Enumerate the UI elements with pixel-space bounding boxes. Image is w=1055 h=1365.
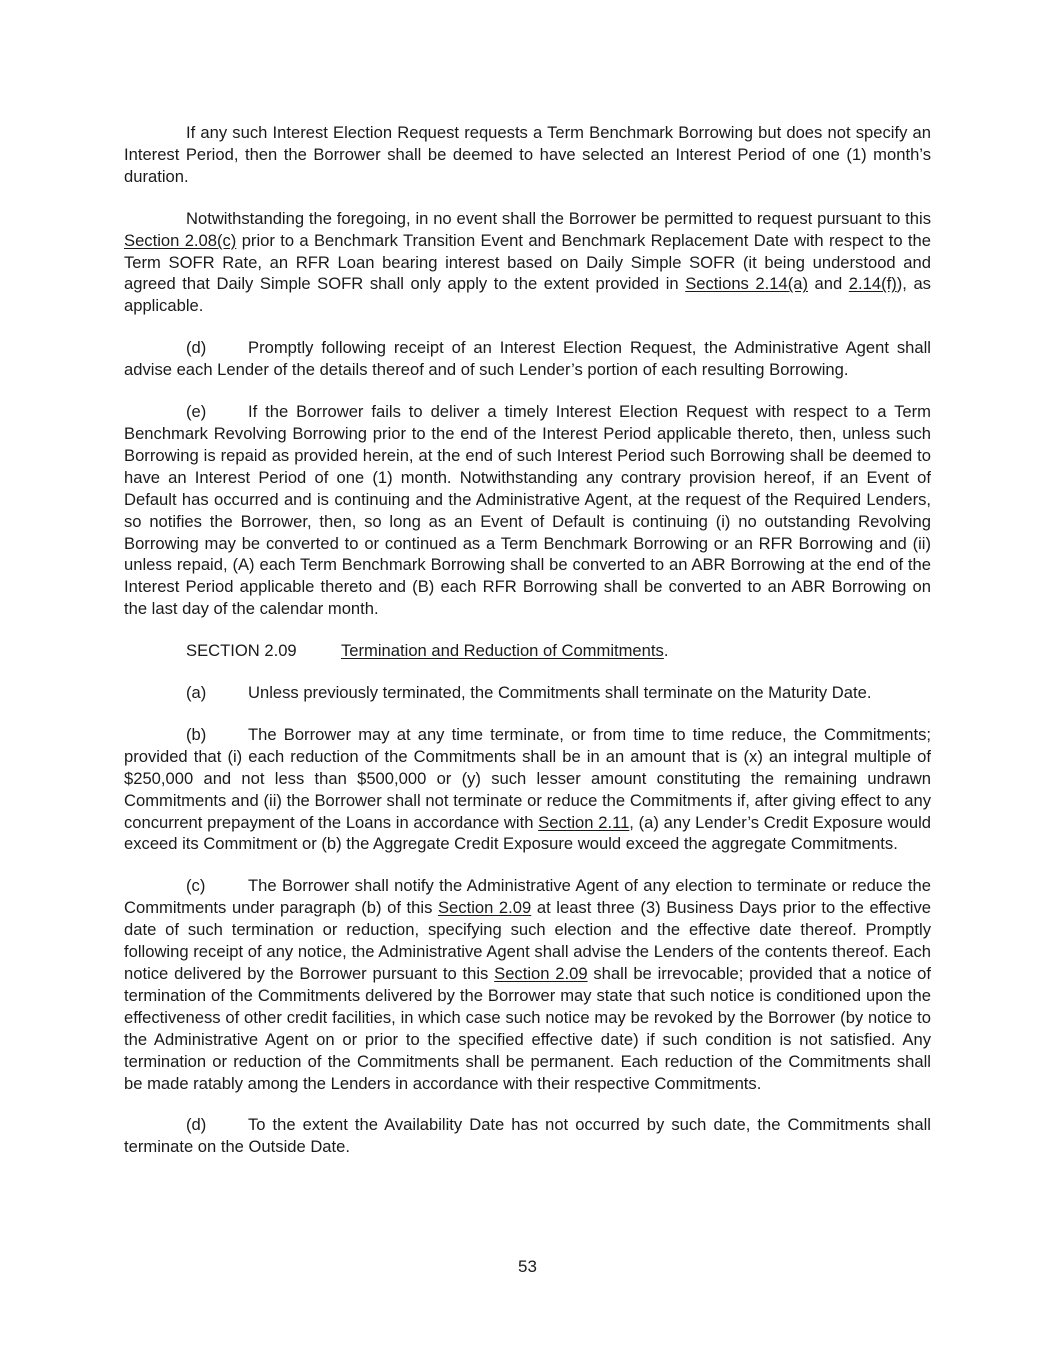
paragraph-label: (e) [186, 402, 207, 422]
section-reference-link[interactable]: Section 2.08(c) [124, 230, 237, 250]
paragraph-label: (a) [186, 683, 207, 703]
paragraph-label: (c) [186, 876, 206, 896]
section-title: Termination and Reduction of Commitments [341, 641, 664, 661]
section-reference-link[interactable]: 2.14(f) [848, 274, 897, 294]
section-reference-link[interactable]: Section 2.09 [437, 898, 532, 918]
section-reference-link[interactable]: Section 2.09 [494, 964, 588, 983]
paragraph-label: (b) [186, 724, 207, 744]
paragraph-interest-period-default: If any such Interest Election Request requests a Term Benchmark Borrowing but does not specify an Interest Period, then the Borrower shall be deemed to have selected an Interest Period of one (1) month’s duration. [124, 123, 931, 186]
paragraph-label: (d) [186, 1115, 207, 1135]
document-body [124, 122, 931, 1178]
section-number: SECTION 2.09 [186, 641, 297, 661]
paragraph-d-interest-election: (d) Promptly following receipt of an Interest Election Request, the Administrative Agent shall advise each Lender of the details thereof and of such Lender’s portion of each resulting Borrowing. [124, 338, 931, 380]
paragraph-b-reduce-commitments: (b) The Borrower may at any time terminate, or from time to time reduce, the Commitments; provided that (i) each reduction of the Commitments shall be in an amount that is (x) an integral multiple of $250,000 and not less than $500,000 or (y) such lesser amount constituting the remaining undrawn Commitments and (ii) the Borrower shall not terminate or reduce the Commitments if, after giving effect to any concurrent prepayment of the Loans in accordance with Section 2.11, (a) any Lender’s Credit Exposure would exceed its Commitment or (b) the Aggregate Credit Exposure would exceed the aggregate Commitments. [124, 724, 931, 854]
section-reference-link[interactable]: Sections 2.14(a) [685, 274, 808, 294]
paragraph-d-outside-date: (d) To the extent the Availability Date has not occurred by such date, the Commitments shall terminate on the Outside Date. [124, 1115, 931, 1157]
paragraph-c-notify-agent: (c) The Borrower shall notify the Administrative Agent of any election to terminate or reduce the Commitments under paragraph (b) of this Section 2.09 at least three (3) Business Days prior to the effective date of such termination or reduction, specifying such election and the effective date thereof. Promptly following receipt of any notice, the Administrative Agent shall advise the Lenders of the contents thereof. Each notice delivered by the Borrower pursuant to this Section 2.09 shall be irrevocable; provided that a notice of termination of the Commitments delivered by the Borrower may state that such notice is conditioned upon the effectiveness of other credit facilities, in which case such notice may be revoked by the Borrower (by notice to the Administrative Agent on or prior to the specified effective date) if such condition is not satisfied. Any termination or reduction of the Commitments shall be permanent. Each reduction of the Commitments shall be made ratably among the Lenders in accordance with their respective Commitments. [124, 876, 931, 1093]
page-number: 53 [518, 1257, 537, 1276]
paragraph-notwithstanding: Notwithstanding the foregoing, in no event shall the Borrower be permitted to request pursuant to this Section 2.08(c) prior to a Benchmark Transition Event and Benchmark Replacement Date with respect to the Term SOFR Rate, an RFR Loan bearing interest based on Daily Simple SOFR (it being understood and agreed that Daily Simple SOFR shall only apply to the extent provided in Sections 2.14(a) and 2.14(f)), as applicable. [124, 208, 931, 316]
section-reference-link[interactable]: Section 2.11 [538, 812, 630, 832]
section-heading: SECTION 2.09 Termination and Reduction of Commitments. [186, 641, 669, 661]
paragraph-a-maturity: (a) Unless previously terminated, the Commitments shall terminate on the Maturity Date. [186, 683, 872, 703]
paragraph-e-failure-to-deliver: (e) If the Borrower fails to deliver a timely Interest Election Request with respect to a Term Benchmark Revolving Borrowing prior to the end of the Interest Period applicable thereto, then, unless such Borrowing is repaid as provided herein, at the end of such Interest Period such Borrowing shall be deemed to have an Interest Period of one (1) month. Notwithstanding any contrary provision hereof, if an Event of Default has occurred and is continuing and the Administrative Agent, at the request of the Required Lenders, so notifies the Borrower, then, so long as an Event of Default is continuing (i) no outstanding Revolving Borrowing may be converted to or continued as a Term Benchmark Borrowing or an RFR Borrowing and (ii) unless repaid, (A) each Term Benchmark Borrowing shall be converted to an ABR Borrowing at the end of the Interest Period applicable thereto and (B) each RFR Borrowing shall be converted to an ABR Borrowing on the last day of the calendar month. [124, 402, 931, 619]
paragraph-label: (d) [186, 338, 207, 358]
